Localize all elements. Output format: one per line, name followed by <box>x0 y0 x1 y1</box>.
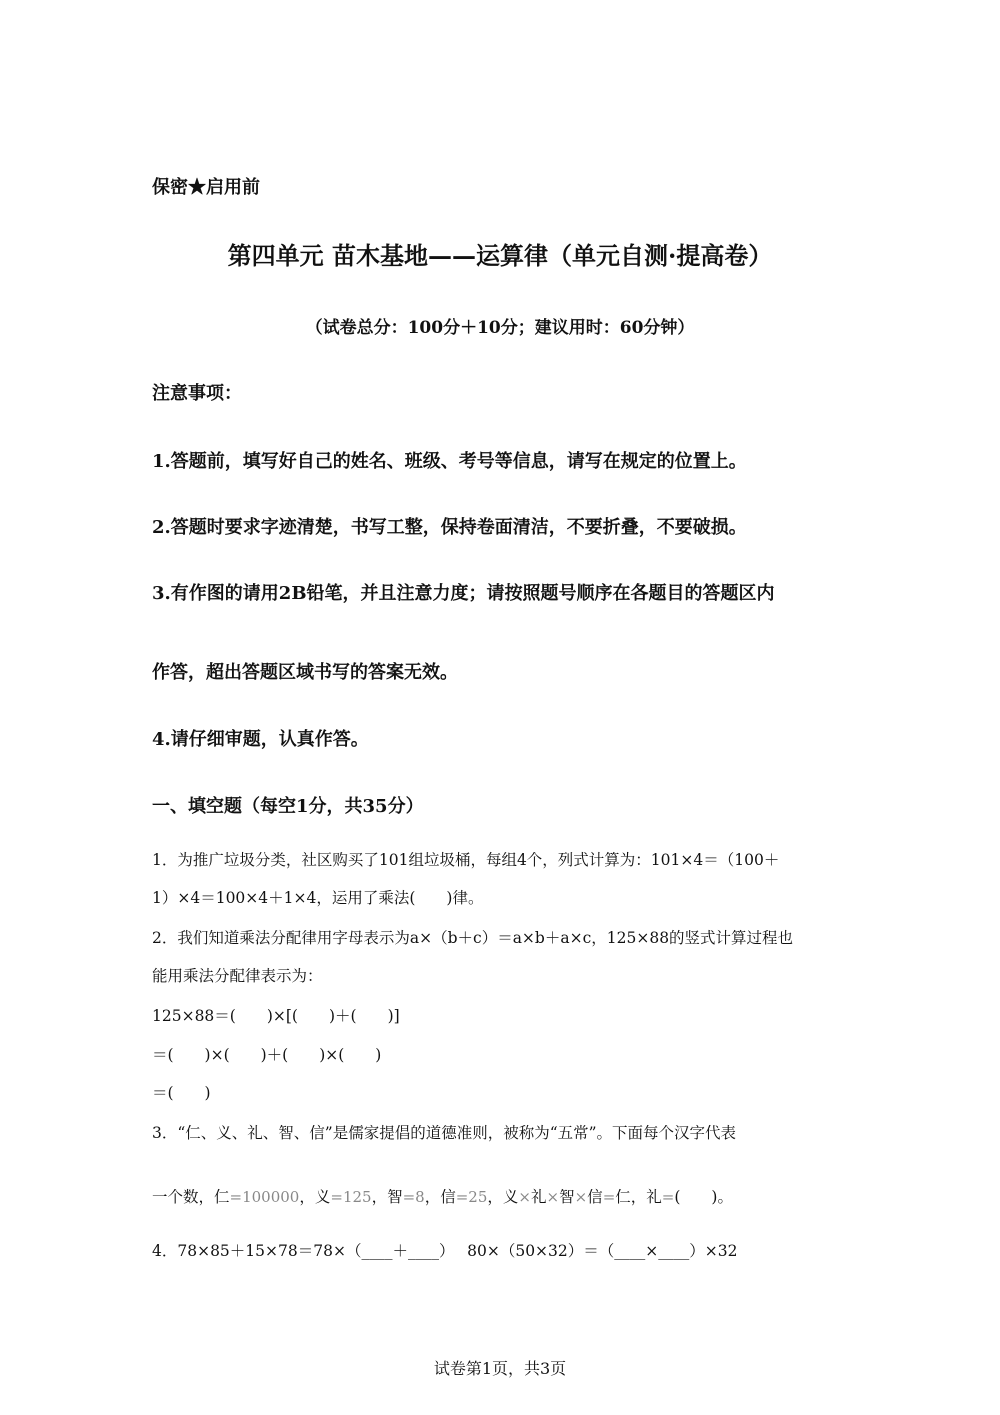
q3-text: ，信 <box>424 1188 456 1206</box>
page-subtitle: （试卷总分：100分＋10分；建议用时：60分钟） <box>305 318 695 338</box>
question-4-line: 4．78×85＋15×78＝78×（____＋____） 80×（50×32）＝（____×____）×32 <box>152 1242 738 1260</box>
notice-item: 4.请仔细审题，认真作答。 <box>152 729 369 750</box>
page-title: 第四单元 苗木基地——运算律（单元自测·提高卷） <box>227 241 773 270</box>
q3-text: 一个数，仁 <box>152 1188 230 1206</box>
question-2-line: 125×88＝( )×[( )＋( )] <box>152 1007 400 1025</box>
section-heading: 一、填空题（每空1分，共35分） <box>152 796 424 817</box>
question-2-line: 2．我们知道乘法分配律用字母表示为a×（b＋c）＝a×b＋a×c，125×88的竖式计算过程也 <box>152 929 794 947</box>
q3-operator: = <box>602 1188 616 1206</box>
question-3-line <box>152 1185 733 1207</box>
q3-value: =125 <box>330 1188 372 1206</box>
question-1-line: 1．为推广垃圾分类，社区购买了101组垃圾桶，每组4个，列式计算为：101×4＝（100＋ <box>152 851 780 869</box>
q3-text: ，智 <box>371 1188 403 1206</box>
q3-text: 仁，礼 <box>615 1188 662 1206</box>
q3-text: 信 <box>587 1188 603 1206</box>
q3-text: ，义 <box>299 1188 331 1206</box>
question-2-line: 能用乘法分配律表示为： <box>152 967 323 985</box>
question-1-line: 1）×4＝100×4＋1×4，运用了乘法( )律。 <box>152 889 484 907</box>
question-3-line: 3．“仁、义、礼、智、信”是儒家提倡的道德准则，被称为“五常”。下面每个汉字代表 <box>152 1124 737 1142</box>
notice-item: 1.答题前，填写好自己的姓名、班级、考号等信息，请写在规定的位置上。 <box>152 451 747 472</box>
q3-text: 智 <box>559 1188 575 1206</box>
notice-heading: 注意事项： <box>152 383 242 404</box>
question-2-line: ＝( )×( )＋( )×( ) <box>152 1046 382 1064</box>
q3-text: 礼 <box>530 1188 547 1206</box>
q3-operator: = <box>661 1188 675 1206</box>
q3-text: ( )。 <box>674 1188 733 1206</box>
q3-operator: × <box>546 1188 560 1206</box>
confidential-label: 保密★启用前 <box>152 177 260 198</box>
notice-item: 3.有作图的请用2B铅笔，并且注意力度；请按照题号顺序在各题目的答题区内 <box>152 583 775 604</box>
q3-value: =100000 <box>229 1188 300 1206</box>
q3-value: =8 <box>402 1188 425 1206</box>
page-footer: 试卷第1页，共3页 <box>433 1359 567 1378</box>
notice-item: 作答，超出答题区域书写的答案无效。 <box>152 662 458 683</box>
question-2-line: ＝( ) <box>152 1084 211 1102</box>
q3-text: ，义 <box>487 1188 519 1206</box>
q3-value: =25 <box>455 1188 488 1206</box>
q3-operator: × <box>574 1188 588 1206</box>
q3-operator: × <box>518 1188 531 1206</box>
notice-item: 2.答题时要求字迹清楚，书写工整，保持卷面清洁，不要折叠，不要破损。 <box>152 517 747 538</box>
